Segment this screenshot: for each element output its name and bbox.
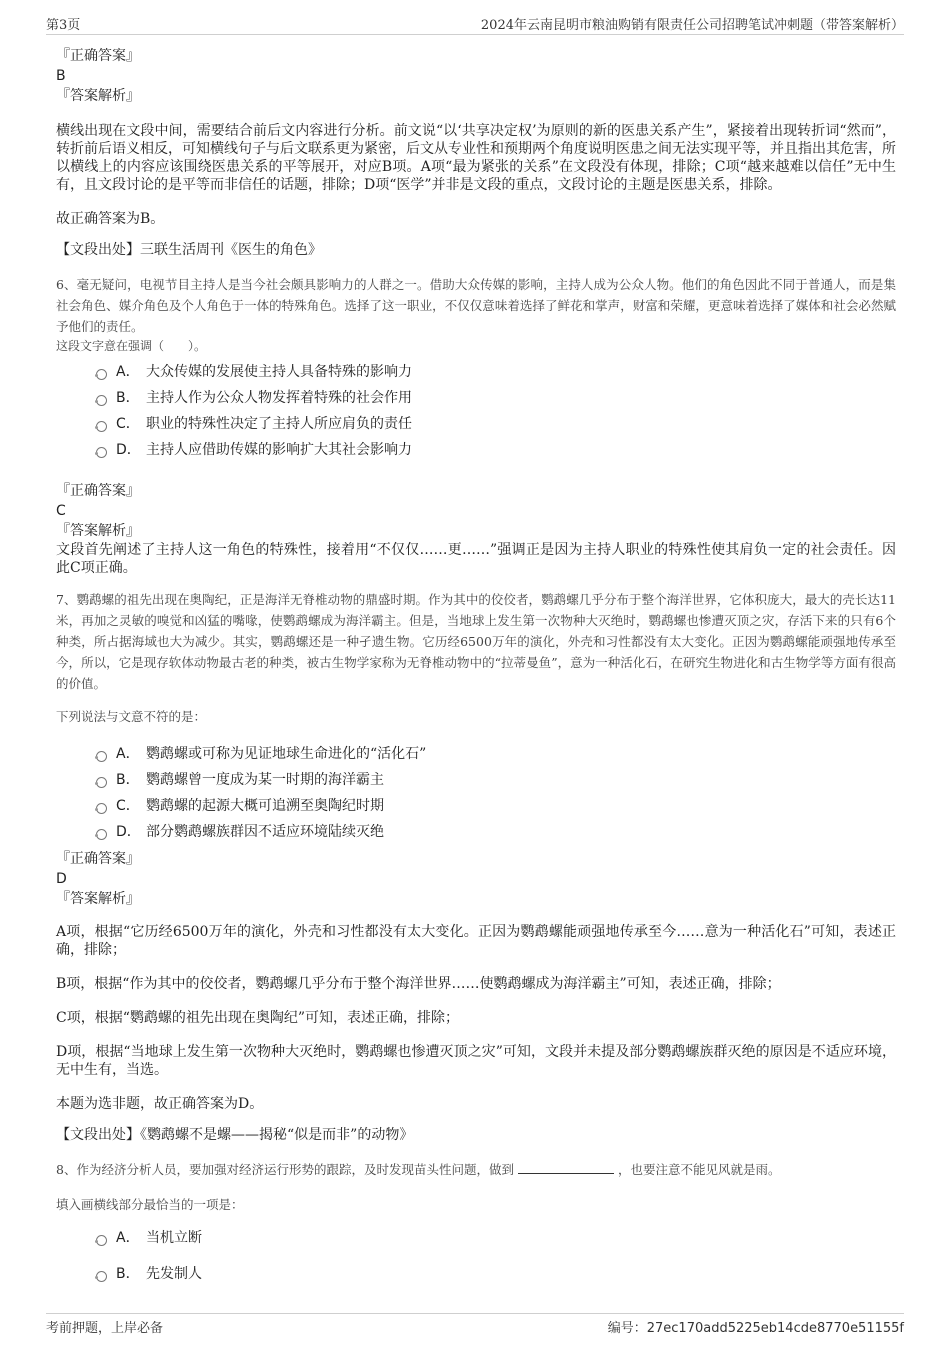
q6-option-d[interactable]: D． 主持人应借助传媒的影响扩大其社会影响力: [56, 437, 896, 463]
radio-icon[interactable]: [96, 803, 107, 814]
radio-icon[interactable]: [96, 1271, 107, 1282]
page-number: 第3页: [46, 18, 81, 33]
radio-icon[interactable]: [96, 369, 107, 380]
q5-conclusion: 故正确答案为B。: [56, 211, 165, 227]
q5-source: 【文段出处】三联生活周刊《医生的角色》: [56, 242, 322, 258]
radio-icon[interactable]: [96, 751, 107, 762]
q5-answer: B: [56, 68, 66, 84]
analysis-label: 『答案解析』: [56, 891, 140, 907]
q6-answer: C: [56, 503, 66, 519]
q8-stem: 8、作为经济分析人员，要加强对经济运行形势的跟踪，及时发现苗头性问题，做到 ，也要注意不能见风就是雨。: [56, 1162, 781, 1177]
q6-analysis: 文段首先阐述了主持人这一角色的特殊性，接着用“不仅仅……更……”强调正是因为主持人职业的特殊性使其肩负一定的社会责任。因此C项正确。: [56, 542, 896, 576]
q7-analysis-a: A项，根据“它历经6500万年的演化，外壳和习性都没有太大变化。正因为鹦鹉螺能顽强地传承至今……意为一种活化石”可知，表述正确，排除；: [56, 924, 896, 958]
q7-option-a[interactable]: A． 鹦鹉螺或可称为见证地球生命进化的“活化石”: [56, 741, 896, 767]
page-footer: [46, 1313, 904, 1336]
q5-analysis: 横线出现在文段中间，需要结合前后文内容进行分析。前文说“以‘共享决定权’为原则的新的医患关系产生”，紧接着出现转折词“然而”，转折前后语义相反，可知横线句子与后文联系更为紧密，后文从专业性和预期两个角度说明医患之间无法实现平等，并且指出其危害，所以横线上的内容应该围绕医患关系的平等展开，对应B项。A项“最为紧张的关系”在文段没有体现，排除；C项“越来越难以信任”无中生有，且文段讨论的是平等而非信任的话题，排除；D项“医学”并非是文段的重点，文段讨论的主题是医患关系，排除。: [56, 123, 896, 193]
correct-answer-label: 『正确答案』: [56, 851, 140, 867]
analysis-label: 『答案解析』: [56, 88, 140, 104]
radio-icon[interactable]: [96, 829, 107, 840]
page-header: [46, 12, 904, 35]
q7-source: 【文段出处】《鹦鹉螺不是螺——揭秘“似是而非”的动物》: [56, 1127, 414, 1143]
q6-options: [56, 359, 896, 463]
q7-option-c[interactable]: C． 鹦鹉螺的起源大概可追溯至奥陶纪时期: [56, 793, 896, 819]
q6-option-c[interactable]: C． 职业的特殊性决定了主持人所应肩负的责任: [56, 411, 896, 437]
radio-icon[interactable]: [96, 1235, 107, 1246]
answer-blank: [518, 1161, 614, 1174]
q6-question: 这段文字意在强调（ ）。: [56, 339, 207, 353]
footer-slogan: 考前押题，上岸必备: [46, 1321, 164, 1336]
page-content: [56, 46, 896, 1287]
q7-conclusion: 本题为选非题，故正确答案为D。: [56, 1096, 264, 1112]
radio-icon[interactable]: [96, 421, 107, 432]
q7-option-b[interactable]: B． 鹦鹉螺曾一度成为某一时期的海洋霸主: [56, 767, 896, 793]
analysis-label: 『答案解析』: [56, 523, 140, 539]
q7-analysis-d: D项，根据“当地球上发生第一次物种大灭绝时，鹦鹉螺也惨遭灭顶之灾”可知，文段并未提及部分鹦鹉螺族群灭绝的原因是不适应环境，无中生有，当选。: [56, 1044, 896, 1078]
q7-stem: 7、鹦鹉螺的祖先出现在奥陶纪，正是海洋无脊椎动物的鼎盛时期。作为其中的佼佼者，鹦鹉螺几乎分布于整个海洋世界，它体积庞大，最大的壳长达11米，再加之灵敏的嗅觉和凶猛的嘴喙，使鹦鹉螺成为海洋霸主。但是，当地球上发生第一次物种大灭绝时，鹦鹉螺也惨遭灭顶之灾，存活下来的只有6个种类，所占据海域也大为减少。其实，鹦鹉螺还是一种孑遗生物。它历经6500万年的演化，外壳和习性都没有太大变化。正因为鹦鹉螺能顽强地传承至今，所以，它是现存软体动物最古老的种类，被古生物学家称为无脊椎动物中的“拉蒂曼鱼”，意为一种活化石，在研究生物进化和古生物学等方面有很高的价值。: [56, 592, 896, 691]
radio-icon[interactable]: [96, 447, 107, 458]
q8-options: [56, 1225, 896, 1287]
q7-question: 下列说法与文意不符的是：: [56, 709, 207, 724]
q6-option-b[interactable]: B． 主持人作为公众人物发挥着特殊的社会作用: [56, 385, 896, 411]
q8-option-b[interactable]: B． 先发制人: [56, 1261, 896, 1287]
q8-question: 填入画横线部分最恰当的一项是：: [56, 1197, 244, 1212]
footer-code: 编号：27ec170add5225eb14cde8770e51155f: [607, 1321, 904, 1336]
radio-icon[interactable]: [96, 777, 107, 788]
q7-answer: D: [56, 871, 67, 887]
q7-analysis-b: B项，根据“作为其中的佼佼者，鹦鹉螺几乎分布于整个海洋世界……使鹦鹉螺成为海洋霸主”可知，表述正确，排除；: [56, 976, 781, 992]
radio-icon[interactable]: [96, 395, 107, 406]
correct-answer-label: 『正确答案』: [56, 48, 140, 64]
q7-analysis-c: C项，根据“鹦鹉螺的祖先出现在奥陶纪”可知，表述正确，排除；: [56, 1010, 460, 1026]
q6-stem: 6、毫无疑问，电视节目主持人是当今社会颇具影响力的人群之一。借助大众传媒的影响，主持人成为公众人物。他们的角色因此不同于普通人，而是集社会角色、媒介角色及个人角色于一体的特殊角色。选择了这一职业，不仅仅意味着选择了鲜花和掌声，财富和荣耀，更意味着选择了媒体和社会必然赋予他们的责任。: [56, 277, 896, 334]
q6-option-a[interactable]: A． 大众传媒的发展使主持人具备特殊的影响力: [56, 359, 896, 385]
document-title: 2024年云南昆明市粮油购销有限责任公司招聘笔试冲刺题（带答案解析）: [480, 18, 904, 33]
q7-option-d[interactable]: D． 部分鹦鹉螺族群因不适应环境陆续灭绝: [56, 819, 896, 845]
correct-answer-label: 『正确答案』: [56, 483, 140, 499]
q8-option-a[interactable]: A． 当机立断: [56, 1225, 896, 1261]
q7-options: [56, 741, 896, 845]
